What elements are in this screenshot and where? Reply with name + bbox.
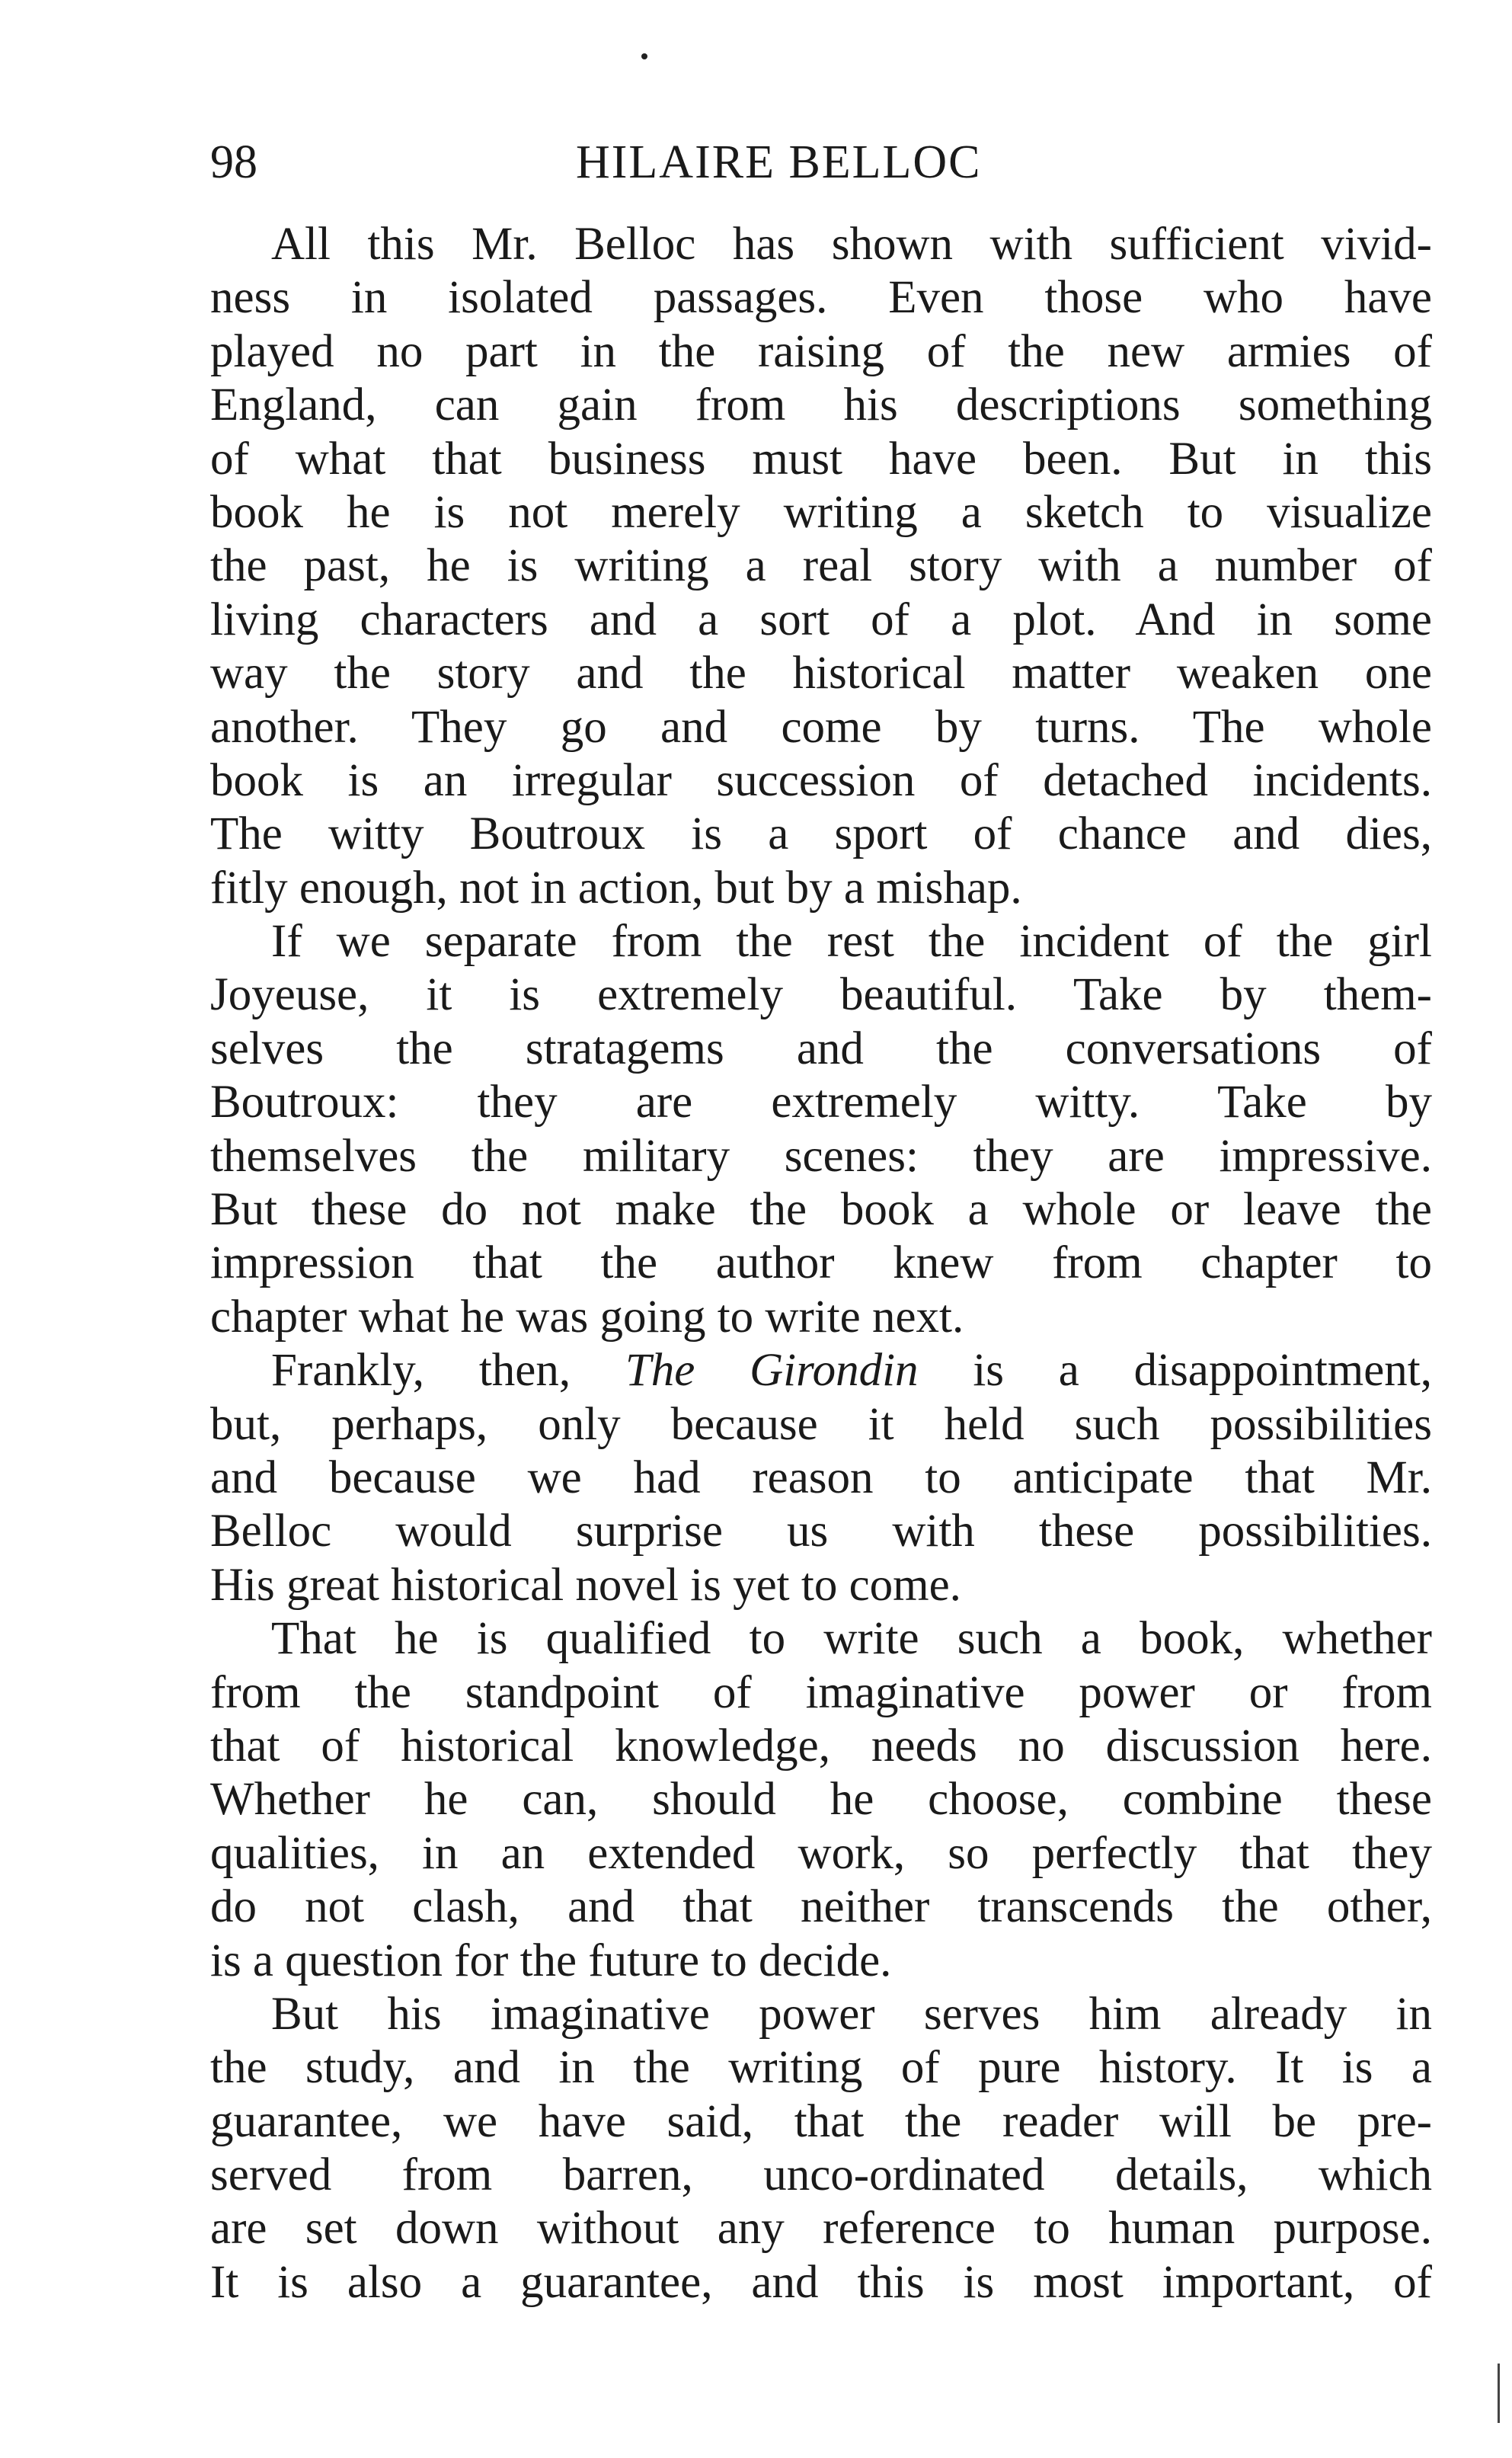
text-line (210, 1344, 1432, 1397)
text-line: do not clash, and that neither transcends the other, (210, 1881, 1432, 1933)
text-span: Frankly, then, (271, 1345, 571, 1397)
text-line: and because we had reason to anticipate that Mr. (210, 1451, 1432, 1503)
text-line: His great historical novel is yet to come. (210, 1559, 961, 1611)
text-line: that of historical knowledge, needs no discussion here. (210, 1720, 1432, 1771)
text-line: But these do not make the book a whole or leave the (210, 1184, 1432, 1236)
text-line: the study, and in the writing of pure history. It is a (210, 2042, 1432, 2094)
text-line: Belloc would surprise us with these possibilities. (210, 1506, 1432, 1557)
text-line: but, perhaps, only because it held such possibilities (210, 1398, 1432, 1450)
text-line: It is also a guarantee, and this is most important, of (210, 2256, 1432, 2308)
page-number: 98 (210, 136, 257, 188)
text-line: Boutroux: they are extremely witty. Take by (210, 1077, 1432, 1128)
text-line: chapter what he was going to write next. (210, 1291, 964, 1343)
text-line: qualities, in an extended work, so perfectly that they (210, 1827, 1432, 1879)
body-text (210, 218, 1432, 2309)
text-line: All this Mr. Belloc has shown with sufficient vivid- (271, 219, 1432, 270)
book-title: The Girondin (625, 1345, 919, 1397)
text-line: ness in isolated passages. Even those who have (210, 272, 1432, 324)
text-line: book he is not merely writing a sketch to visualize (210, 486, 1432, 538)
text-line: played no part in the raising of the new armies of (210, 325, 1432, 377)
text-line: another. They go and come by turns. The whole (210, 701, 1432, 753)
text-line: fitly enough, not in action, but by a mishap. (210, 862, 1022, 914)
text-line: guarantee, we have said, that the reader will be pre- (210, 2095, 1432, 2147)
text-line: way the story and the historical matter weaken one (210, 648, 1432, 699)
text-line: impression that the author knew from chapter to (210, 1237, 1432, 1289)
text-line: Whether he can, should he choose, combine these (210, 1774, 1432, 1826)
text-line: the past, he is writing a real story with a number of (210, 540, 1432, 592)
text-line: England, can gain from his descriptions something (210, 379, 1432, 431)
text-line: If we separate from the rest the incident of the girl (271, 916, 1432, 968)
running-head: HILAIRE BELLOC (576, 136, 982, 188)
text-line: themselves the military scenes: they are impressive. (210, 1130, 1432, 1182)
text-line: That he is qualified to write such a book, whether (271, 1613, 1432, 1665)
text-line: But his imaginative power serves him already in (271, 1988, 1432, 2040)
text-line: are set down without any reference to human purpose. (210, 2203, 1432, 2255)
text-span: is a disappointment, (973, 1345, 1432, 1397)
text-line: served from barren, unco-ordinated details, which (210, 2149, 1432, 2201)
text-line: is a question for the future to decide. (210, 1935, 892, 1986)
text-line: Joyeuse, it is extremely beautiful. Take by them- (210, 969, 1432, 1021)
ink-speck (641, 53, 647, 59)
page-header (210, 128, 1437, 197)
text-line: The witty Boutroux is a sport of chance and dies, (210, 808, 1432, 860)
text-line: of what that business must have been. But in this (210, 433, 1432, 485)
text-line: from the standpoint of imaginative power or from (210, 1666, 1432, 1718)
text-line: selves the stratagems and the conversations of (210, 1023, 1432, 1074)
text-line: book is an irregular succession of detached incidents. (210, 754, 1432, 806)
text-line: living characters and a sort of a plot. And in some (210, 594, 1432, 645)
margin-mark (1498, 2364, 1500, 2423)
